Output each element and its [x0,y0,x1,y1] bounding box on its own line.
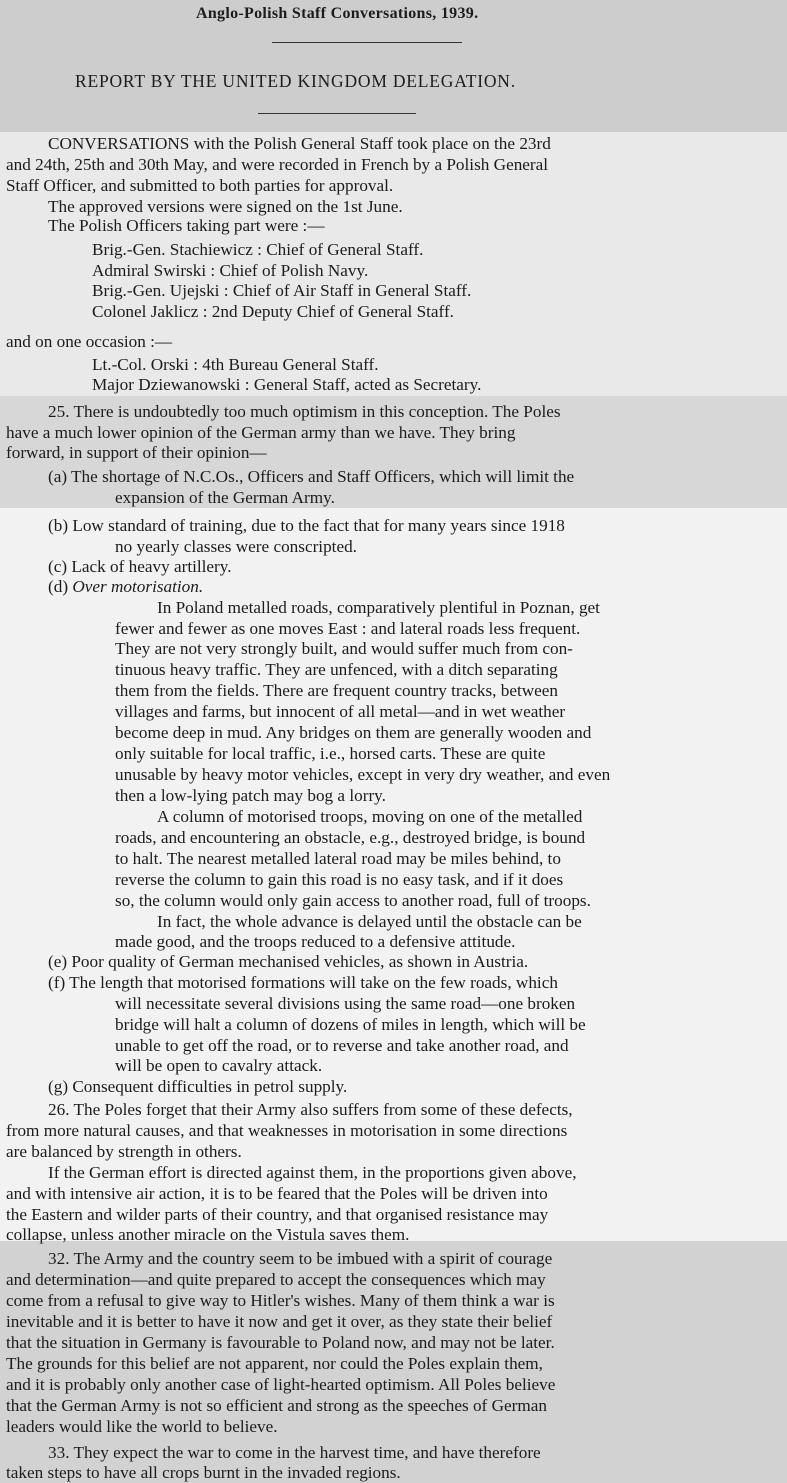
d-text-line: A column of motorised troops, moving on one of the metalled [157,807,583,826]
list-item-b-cont: no yearly classes were conscripted. [115,537,357,556]
para25-line: 25. There is undoubtedly too much optimism in this conception. The Poles [48,402,561,421]
para25-line: have a much lower opinion of the German army than we have. They bring [6,423,516,442]
list-item-f-cont: will be open to cavalry attack. [115,1056,323,1075]
para32-line: 32. The Army and the country seem to be imbued with a spirit of courage [48,1249,553,1268]
para26-line: the Eastern and wilder parts of their country, and that organised resistance may [6,1205,549,1224]
para26-line: collapse, unless another miracle on the Vistula saves them. [6,1225,410,1244]
d-text-line: tinuous heavy traffic. They are unfenced, with a ditch separating [115,660,558,679]
d-text-line: them from the fields. There are frequent country tracks, between [115,681,559,700]
para25-line: forward, in support of their opinion— [6,443,267,462]
d-text-line: made good, and the troops reduced to a defensive attitude. [115,932,516,951]
d-text-line: unusable by heavy motor vehicles, except in very dry weather, and even [115,765,611,784]
para26-line: are balanced by strength in others. [6,1142,242,1161]
para32-line: and determination—and quite prepared to accept the consequences which may [6,1270,546,1289]
para32-line: inevitable and it is better to have it now and get it over, as they state their belief [6,1312,553,1331]
list-item-f-cont: bridge will halt a column of dozens of miles in length, which will be [115,1015,586,1034]
para26-line: 26. The Poles forget that their Army also suffers from some of these defects, [48,1100,573,1119]
document-title: Anglo-Polish Staff Conversations, 1939. [196,5,479,22]
para32-line: The grounds for this belief are not apparent, nor could the Poles explain them, [6,1354,543,1373]
list-item-d-title: Over motorisation. [72,577,204,596]
list-item-f: (f) The length that motorised formations will take on the few roads, which [48,973,558,992]
list-item-e: (e) Poor quality of German mechanised vehicles, as shown in Austria. [48,952,529,971]
d-text-line: become deep in mud. Any bridges on them are generally wooden and [115,723,592,742]
d-text-line: to halt. The nearest metalled lateral road may be miles behind, to [115,849,561,868]
d-text-line: fewer and fewer as one moves East : and lateral roads less frequent. [115,619,581,638]
officer-item: Brig.-Gen. Stachiewicz : Chief of General Staff. [92,240,424,259]
title-rule [272,42,462,43]
list-item-a: (a) The shortage of N.C.Os., Officers and Staff Officers, which will limit the [48,467,575,486]
list-item-d-label: (d) [48,577,69,596]
intro-line: The approved versions were signed on the 1st June. [48,197,403,216]
report-heading: REPORT BY THE UNITED KINGDOM DELEGATION. [75,71,516,91]
d-text-line: reverse the column to gain this road is no easy task, and if it does [115,870,564,889]
intro-line: Staff Officer, and submitted to both parties for approval. [6,176,394,195]
officer-item: Brig.-Gen. Ujejski : Chief of Air Staff in General Staff. [92,281,472,300]
para33-line: taken steps to have all crops burnt in the invaded regions. [6,1463,401,1482]
list-item-b: (b) Low standard of training, due to the fact that for many years since 1918 [48,516,565,535]
officer-item: Admiral Swirski : Chief of Polish Navy. [92,261,369,280]
officer-item: Lt.-Col. Orski : 4th Bureau General Staff. [92,355,379,374]
para26-line: from more natural causes, and that weaknesses in motorisation in some directions [6,1121,568,1140]
d-text-line: roads, and encountering an obstacle, e.g., destroyed bridge, is bound [115,828,586,847]
list-item-g: (g) Consequent difficulties in petrol supply. [48,1077,348,1096]
intro-line: CONVERSATIONS with the Polish General Staff took place on the 23rd [48,134,551,153]
d-text-line: then a low-lying patch may bog a lorry. [115,786,386,805]
list-item-c: (c) Lack of heavy artillery. [48,557,232,576]
intro-line: and 24th, 25th and 30th May, and were recorded in French by a Polish General [6,155,549,174]
para32-line: leaders would like the world to believe. [6,1417,278,1436]
para26-line: If the German effort is directed against them, in the proportions given above, [48,1163,577,1182]
intro-line: The Polish Officers taking part were :— [48,216,325,235]
list-item-d [48,577,203,596]
list-item-f-cont: unable to get off the road, or to reverse and take another road, and [115,1036,569,1055]
officer-item: Colonel Jaklicz : 2nd Deputy Chief of General Staff. [92,302,454,321]
d-text-line: villages and farms, but innocent of all metal—and in wet weather [115,702,566,721]
para32-line: that the German Army is not so efficient and strong as the speeches of German [6,1396,547,1415]
intro-line: and on one occasion :— [6,332,173,351]
officer-item: Major Dziewanowski : General Staff, acted as Secretary. [92,375,482,394]
list-item-a-cont: expansion of the German Army. [115,488,335,507]
d-text-line: In fact, the whole advance is delayed until the obstacle can be [157,912,582,931]
d-text-line: In Poland metalled roads, comparatively plentiful in Poznan, get [157,598,600,617]
heading-rule [258,113,416,114]
d-text-line: only suitable for local traffic, i.e., horsed carts. These are quite [115,744,546,763]
para33-line: 33. They expect the war to come in the harvest time, and have therefore [48,1443,541,1462]
d-text-line: They are not very strongly built, and would suffer much from con- [115,639,573,658]
para32-line: that the situation in Germany is favourable to Poland now, and may not be later. [6,1333,555,1352]
d-text-line: so, the column would only gain access to another road, full of troops. [115,891,591,910]
list-item-f-cont: will necessitate several divisions using the same road—one broken [115,994,576,1013]
para32-line: come from a refusal to give way to Hitler's wishes. Many of them think a war is [6,1291,555,1310]
para26-line: and with intensive air action, it is to be feared that the Poles will be driven into [6,1184,548,1203]
para32-line: and it is probably only another case of light-hearted optimism. All Poles believe [6,1375,556,1394]
